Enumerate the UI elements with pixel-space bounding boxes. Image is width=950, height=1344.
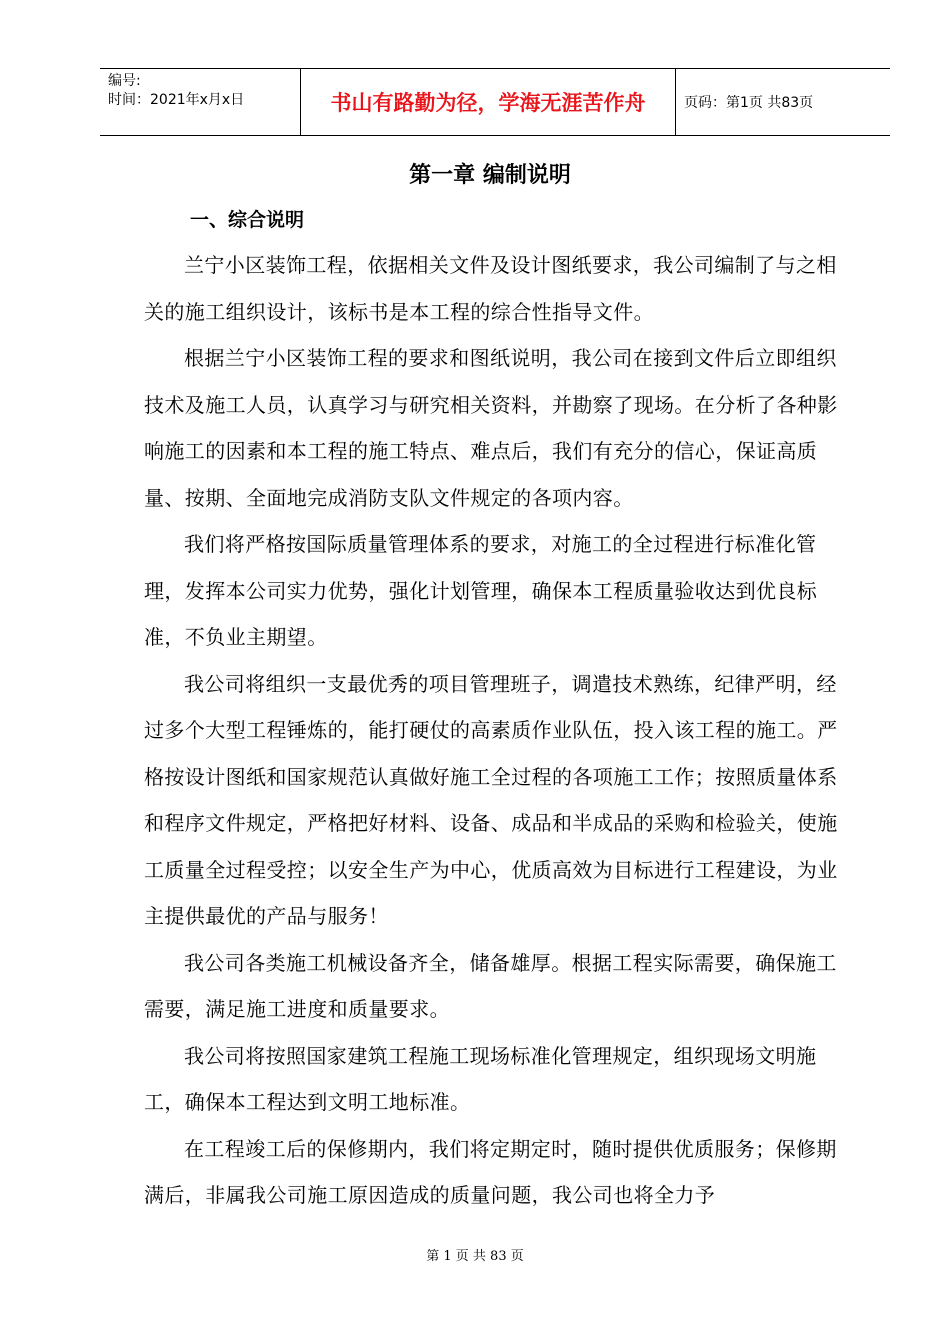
paragraph: 我公司将按照国家建筑工程施工现场标准化管理规定，组织现场文明施工，确保本工程达到文明工地标准。 bbox=[144, 1043, 817, 1114]
paragraph: 我公司将组织一支最优秀的项目管理班子，调遣技术熟练，纪律严明，经过多个大型工程锤炼的，能打硬仗的高素质作业队伍，投入该工程的施工。严格按设计图纸和国家规范认真做好施工全过程的各项施工工作；按照质量体系和程序文件规定，严格把好材料、设备、成品和半成品的采购和检验关，使施工质量全过程受控；以安全生产为中心，优质高效为目标进行工程建设，为业主提供最优的产品与服务！ bbox=[144, 671, 838, 928]
header-meta-cell bbox=[100, 69, 301, 135]
header-motto-cell bbox=[301, 69, 676, 135]
page-footer: 第 1 页 共 83 页 bbox=[426, 1249, 524, 1264]
header-page-info: 页码：第1页 共83页 bbox=[684, 95, 814, 111]
paragraph: 兰宁小区装饰工程，依据相关文件及设计图纸要求，我公司编制了与之相关的施工组织设计，该标书是本工程的综合性指导文件。 bbox=[144, 253, 837, 324]
paragraph: 根据兰宁小区装饰工程的要求和图纸说明，我公司在接到文件后立即组织技术及施工人员，认真学习与研究相关资料，并勘察了现场。在分析了各种影响施工的因素和本工程的施工特点、难点后，我们有充分的信心，保证高质量、按期、全面地完成消防支队文件规定的各项内容。 bbox=[144, 346, 838, 510]
paragraph: 我公司各类施工机械设备齐全，储备雄厚。根据工程实际需要，确保施工需要，满足施工进度和质量要求。 bbox=[144, 950, 837, 1021]
section-title: 一、综合说明 bbox=[190, 209, 305, 231]
document-header bbox=[100, 68, 890, 136]
document-time-label: 时间：2021年x月x日 bbox=[108, 92, 245, 108]
chapter-title: 第一章 编制说明 bbox=[409, 163, 571, 188]
header-page-cell bbox=[676, 69, 890, 135]
document-number-label: 编号: bbox=[108, 73, 141, 89]
header-motto: 书山有路勤为径，学海无涯苦作舟 bbox=[330, 91, 646, 115]
paragraph: 我们将严格按国际质量管理体系的要求，对施工的全过程进行标准化管理，发挥本公司实力优势，强化计划管理，确保本工程质量验收达到优良标准，不负业主期望。 bbox=[144, 532, 818, 649]
document-body bbox=[144, 242, 850, 1219]
paragraph: 在工程竣工后的保修期内，我们将定期定时，随时提供优质服务；保修期满后，非属我公司施工原因造成的质量问题，我公司也将全力予 bbox=[144, 1136, 837, 1207]
